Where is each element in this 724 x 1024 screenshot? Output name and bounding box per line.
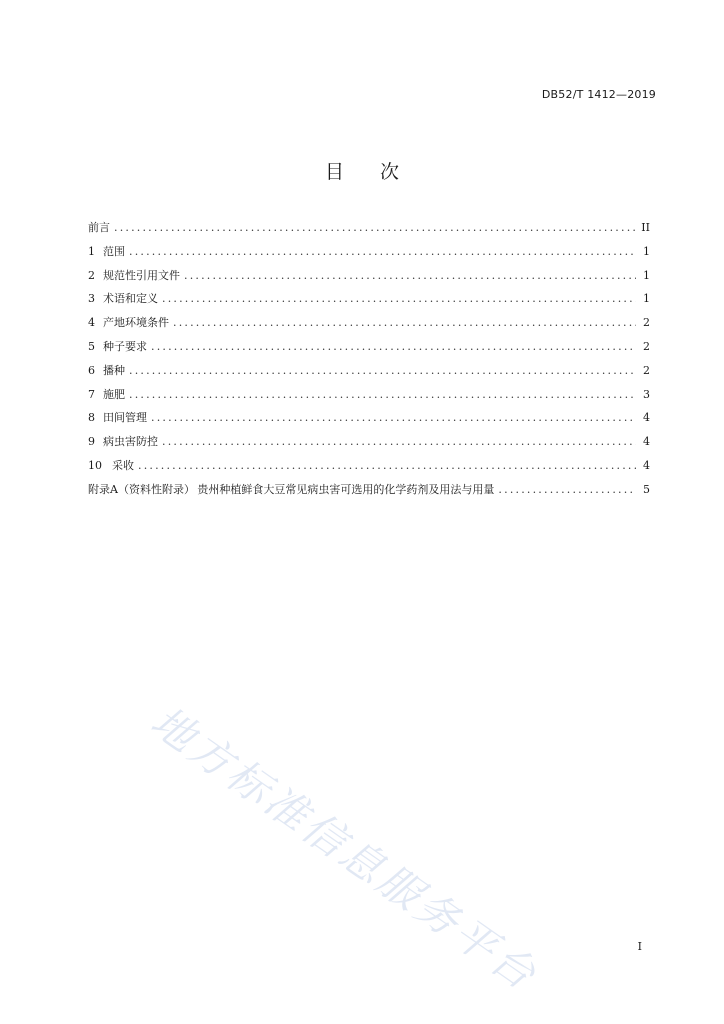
toc-entry-number: 1 — [88, 244, 95, 258]
toc-entry-page: 4 — [643, 458, 650, 472]
toc-annex-prefix: 附录A（资料性附录） — [88, 482, 195, 496]
toc-entry-page: 2 — [643, 316, 650, 330]
toc-leader-dots — [129, 245, 636, 258]
toc-list — [88, 219, 650, 505]
toc-entry-sowing[interactable] — [88, 362, 650, 386]
toc-entry-number: 7 — [88, 387, 95, 401]
toc-title-part1: 目 — [324, 161, 344, 183]
toc-entry-page: 3 — [643, 387, 650, 401]
toc-entry-annex-a[interactable] — [88, 481, 650, 505]
toc-entry-label: 种子要求 — [103, 339, 147, 353]
toc-entry-field-management[interactable] — [88, 409, 650, 433]
page-number: I — [637, 940, 642, 953]
toc-entry-harvest[interactable] — [88, 457, 650, 481]
toc-entry-number: 10 — [88, 458, 102, 472]
toc-entry-page: 1 — [643, 292, 650, 306]
toc-title-part2: 次 — [380, 161, 400, 183]
toc-entry-label: 病虫害防控 — [103, 435, 158, 449]
toc-title — [0, 157, 724, 184]
toc-entry-label: 前言 — [88, 221, 110, 234]
toc-entry-page: 1 — [643, 244, 650, 258]
toc-leader-dots — [162, 435, 636, 448]
toc-leader-dots — [184, 269, 636, 282]
toc-entry-page: 2 — [643, 363, 650, 377]
toc-annex-label: 贵州种植鲜食大豆常见病虫害可选用的化学药剂及用法与用量 — [197, 482, 495, 496]
toc-entry-label: 规范性引用文件 — [103, 268, 180, 282]
toc-leader-dots — [129, 364, 636, 377]
toc-entry-number: 8 — [88, 411, 95, 425]
toc-entry-environment[interactable] — [88, 314, 650, 338]
toc-entry-foreword[interactable] — [88, 219, 650, 243]
toc-leader-dots — [498, 483, 636, 496]
toc-entry-normative-references[interactable] — [88, 267, 650, 291]
toc-entry-label: 播种 — [103, 363, 125, 377]
toc-entry-page: II — [641, 221, 650, 234]
toc-entry-number: 2 — [88, 268, 95, 282]
toc-entry-number: 5 — [88, 339, 95, 353]
toc-entry-page: 5 — [643, 482, 650, 496]
toc-entry-number: 9 — [88, 435, 95, 449]
toc-leader-dots — [151, 411, 636, 424]
toc-entry-number: 4 — [88, 316, 95, 330]
toc-leader-dots — [162, 292, 636, 305]
toc-entry-page: 2 — [643, 339, 650, 353]
document-code: DB52/T 1412—2019 — [541, 88, 656, 101]
toc-leader-dots — [151, 340, 636, 353]
toc-entry-label: 术语和定义 — [103, 292, 158, 306]
toc-entry-terms[interactable] — [88, 290, 650, 314]
toc-entry-pest-control[interactable] — [88, 433, 650, 457]
toc-entry-page: 4 — [643, 411, 650, 425]
toc-entry-fertilization[interactable] — [88, 386, 650, 410]
toc-entry-label: 施肥 — [103, 387, 125, 401]
toc-entry-label: 产地环境条件 — [103, 316, 169, 330]
toc-leader-dots — [173, 316, 636, 329]
toc-entry-scope[interactable] — [88, 243, 650, 267]
toc-leader-dots — [114, 221, 636, 234]
toc-leader-dots — [138, 459, 636, 472]
toc-entry-number: 6 — [88, 363, 95, 377]
watermark: 地方标准信息服务平台 — [142, 696, 548, 1001]
toc-entry-seed[interactable] — [88, 338, 650, 362]
toc-entry-label: 田间管理 — [103, 411, 147, 425]
toc-entry-page: 4 — [643, 435, 650, 449]
toc-entry-number: 3 — [88, 292, 95, 306]
toc-leader-dots — [129, 388, 636, 401]
toc-entry-label: 范围 — [103, 244, 125, 258]
toc-entry-label: 采收 — [112, 458, 134, 472]
toc-entry-page: 1 — [643, 268, 650, 282]
